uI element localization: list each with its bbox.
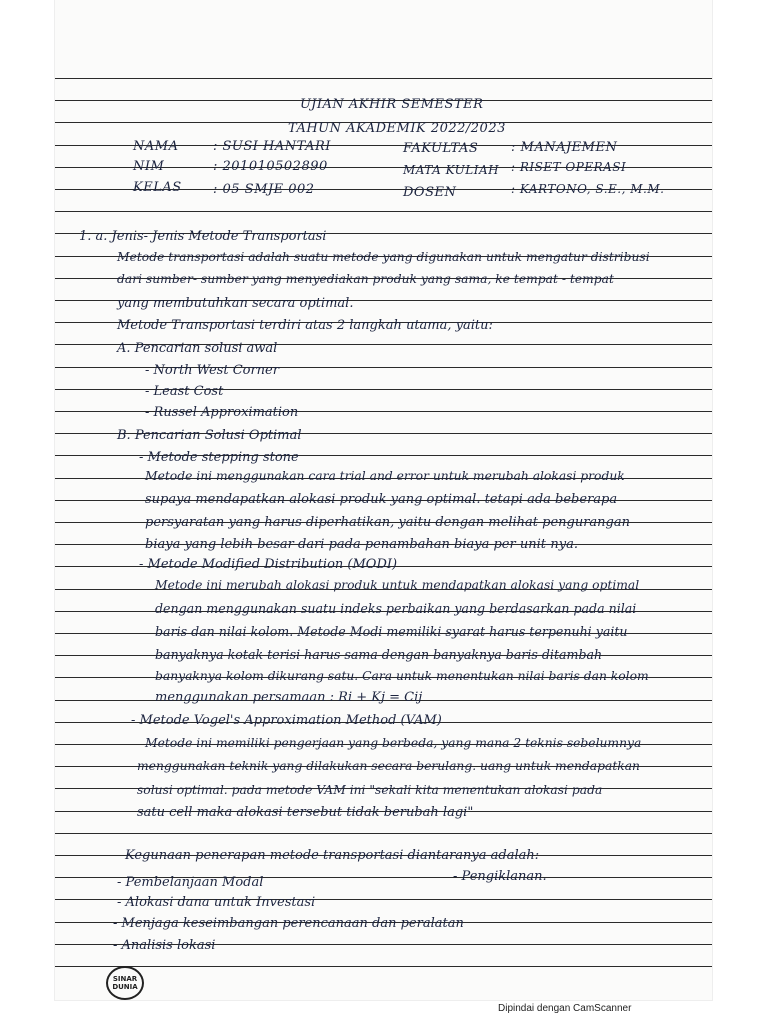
answer-line: - North West Corner [145, 363, 279, 378]
dosen-label: DOSEN [403, 185, 457, 200]
logo-text-top: SINAR [112, 975, 138, 983]
answer-line: - Metode stepping stone [139, 450, 299, 465]
answer-line: satu cell maka alokasi tersebut tidak berubah lagi" [137, 805, 474, 820]
matkul-value: : RISET OPERASI [511, 160, 627, 174]
answer-line: Metode Transportasi terdiri atas 2 langkah utama, yaitu: [117, 318, 493, 333]
answer-line: - Russel Approximation [145, 405, 299, 420]
answer-line: menggunakan persamaan : Ri + Kj = Cij [155, 690, 423, 705]
answer-line: - Menjaga keseimbangan perencanaan dan peralatan [113, 916, 464, 931]
ruled-line [55, 966, 712, 967]
answer-line: banyaknya kolom dikurang satu. Cara untuk menentukan nilai baris dan kolom [155, 669, 649, 683]
nim-value: : 201010502890 [213, 159, 328, 174]
answer-line: menggunakan teknik yang dilakukan secara berulang. uang untuk mendapatkan [137, 759, 640, 773]
answer-line: dari sumber- sumber yang menyediakan produk yang sama, ke tempat - tempat [117, 272, 614, 286]
answer-line: Metode ini merubah alokasi produk untuk mendapatkan alokasi yang optimal [155, 578, 640, 592]
answer-line: - Pembelanjaan Modal [117, 875, 264, 890]
kelas-value: : 05 SMJE 002 [213, 182, 315, 197]
logo-text-bottom: DUNIA [112, 983, 138, 991]
answer-line: A. Pencarian solusi awal [117, 341, 278, 356]
ruled-line [55, 78, 712, 79]
answer-line: Metode transportasi adalah suatu metode yang digunakan untuk mengatur distribusi [117, 250, 650, 264]
answer-line: persyaratan yang harus diperhatikan, yaitu dengan melihat pengurangan [145, 515, 630, 530]
answer-line: Metode ini menggunakan cara trial and error untuk merubah alokasi produk [145, 469, 625, 483]
answer-line: solusi optimal. pada metode VAM ini "sekali kita menentukan alokasi pada [137, 783, 603, 797]
nama-label: NAMA [133, 139, 179, 154]
nim-label: NIM [133, 159, 165, 174]
sinar-dunia-logo [106, 966, 144, 1000]
fakultas-value: : MANAJEMEN [511, 140, 618, 155]
answer-line: baris dan nilai kolom. Metode Modi memiliki syarat harus terpenuhi yaitu [155, 624, 628, 639]
answer-line: - Alokasi dana untuk Investasi [117, 895, 316, 910]
answer-line: - Pengiklanan. [453, 869, 547, 884]
answer-line: supaya mendapatkan alokasi produk yang optimal. tetapi ada beberapa [145, 492, 618, 507]
answer-line: Kegunaan penerapan metode transportasi diantaranya adalah: [125, 848, 540, 863]
answer-line: biaya yang lebih besar dari pada penambahan biaya per unit-nya. [145, 537, 578, 552]
fakultas-label: FAKULTAS [403, 141, 479, 156]
answer-line: - Metode Modified Distribution (MODI) [139, 557, 398, 572]
answer-line: yang membutuhkan secara optimal. [117, 296, 354, 311]
answer-line: banyaknya kotak terisi harus sama dengan banyaknya baris ditambah [155, 647, 603, 662]
answer-line: - Least Cost [145, 384, 224, 399]
answer-line: 1. a. Jenis- Jenis Metode Transportasi [79, 229, 327, 244]
academic-year: TAHUN AKADEMIK 2022/2023 [288, 121, 506, 136]
kelas-label: KELAS [133, 180, 182, 195]
dosen-value: : KARTONO, S.E., M.M. [511, 182, 665, 196]
exam-title: UJIAN AKHIR SEMESTER [300, 97, 484, 112]
answer-line: Metode ini memiliki pengerjaan yang berbeda, yang mana 2 teknis sebelumnya [145, 736, 642, 750]
nama-value: : SUSI HANTARI [213, 139, 331, 154]
paper-sheet [55, 0, 712, 1000]
ruled-line [55, 833, 712, 834]
answer-line: dengan menggunakan suatu indeks perbaikan yang berdasarkan pada nilai [155, 601, 637, 616]
answer-line: - Metode Vogel's Approximation Method (VAM) [131, 713, 442, 728]
answer-line: - Analisis lokasi [113, 938, 216, 953]
scanner-footer: Dipindai dengan CamScanner [498, 1003, 632, 1014]
matkul-label: MATA KULIAH [403, 163, 500, 177]
ruled-line [55, 211, 712, 212]
answer-line: B. Pencarian Solusi Optimal [117, 428, 302, 443]
